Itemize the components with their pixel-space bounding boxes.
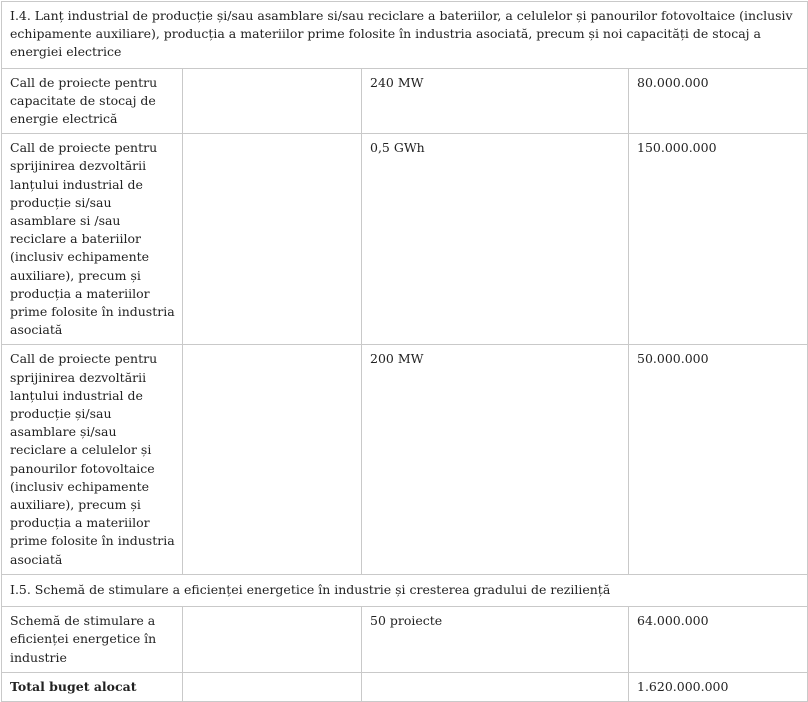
total-empty-cell [183, 672, 362, 701]
row-empty-cell [183, 134, 362, 345]
total-label: Total buget alocat [2, 672, 183, 701]
section-header-row [2, 2, 808, 69]
table-row [2, 607, 808, 673]
row-budget: 64.000.000 [629, 607, 808, 673]
row-budget: 50.000.000 [629, 345, 808, 574]
budget-table [1, 1, 808, 702]
row-capacity: 50 proiecte [362, 607, 629, 673]
row-capacity: 200 MW [362, 345, 629, 574]
row-name: Call de proiecte pentru sprijinirea dezvoltării lanțului industrial de producție si/sau asamblare si /sau reciclare a bateriilor (inclusiv echipamente auxiliare), precum și producția a materiilor prime folosite în industria asociată [2, 134, 183, 345]
section-header-row [2, 574, 808, 606]
table-row [2, 345, 808, 574]
row-name: Call de proiecte pentru capacitate de stocaj de energie electrică [2, 68, 183, 134]
row-empty-cell [183, 607, 362, 673]
row-budget: 80.000.000 [629, 68, 808, 134]
total-budget: 1.620.000.000 [629, 672, 808, 701]
row-capacity: 0,5 GWh [362, 134, 629, 345]
row-capacity: 240 MW [362, 68, 629, 134]
row-name: Call de proiecte pentru sprijinirea dezvoltării lanțului industrial de producție și/sau asamblare și/sau reciclare a celulelor și panourilor fotovoltaice (inclusiv echipamente auxiliare), precum și producția a materiilor prime folosite în industria asociată [2, 345, 183, 574]
section-header-i5: I.5. Schemă de stimulare a eficienței energetice în industrie și cresterea gradului de reziliență [2, 574, 808, 606]
total-row [2, 672, 808, 701]
row-empty-cell [183, 345, 362, 574]
table-row [2, 134, 808, 345]
total-capacity [362, 672, 629, 701]
table-row [2, 68, 808, 134]
row-budget: 150.000.000 [629, 134, 808, 345]
section-header-i4: I.4. Lanț industrial de producție și/sau asamblare si/sau reciclare a bateriilor, a celulelor și panourilor fotovoltaice (inclusiv echipamente auxiliare), producția a materiilor prime folosite în industria asociată, precum și noi capacități de stocaj a energiei electrice [2, 2, 808, 69]
row-name: Schemă de stimulare a eficienței energetice în industrie [2, 607, 183, 673]
row-empty-cell [183, 68, 362, 134]
